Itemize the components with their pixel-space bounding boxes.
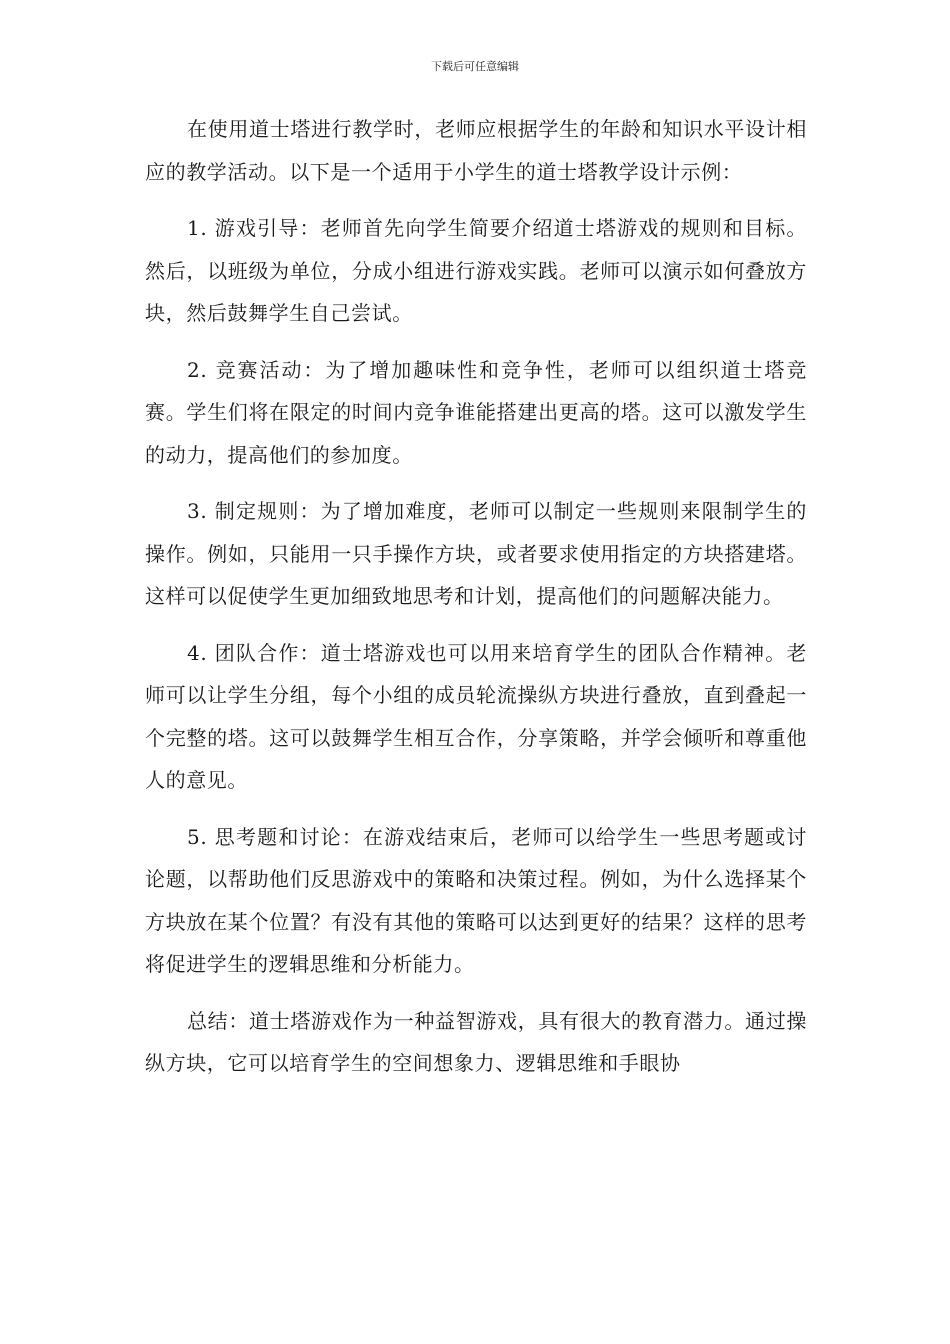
item-rules: 3. 制定规则：为了增加难度，老师可以制定一些规则来限制学生的操作。例如，只能用一只手操作方块，或者要求使用指定的方块搭建塔。这样可以促使学生更加细致地思考和计划，提高他们的问题解决能力。 <box>145 499 807 608</box>
page-header-note: 下载后可任意编辑 <box>431 60 519 73</box>
item-discussion: 5. 思考题和讨论：在游戏结束后，老师可以给学生一些思考题或讨论题，以帮助他们反思游戏中的策略和决策过程。例如，为什么选择某个方块放在某个位置？有没有其他的策略可以达到更好的结果？这样的思考将促进学生的逻辑思维和分析能力。 <box>145 824 807 976</box>
summary-paragraph: 总结：道士塔游戏作为一种益智游戏，具有很大的教育潜力。通过操纵方块，它可以培育学生的空间想象力、逻辑思维和手眼协 <box>145 1008 807 1075</box>
document-body <box>145 108 807 1099</box>
item-teamwork: 4. 团队合作：道士塔游戏也可以用来培育学生的团队合作精神。老师可以让学生分组，每个小组的成员轮流操纵方块进行叠放，直到叠起一个完整的塔。这可以鼓舞学生相互合作，分享策略，并学会倾听和尊重他人的意见。 <box>145 640 807 792</box>
item-competition: 2. 竞赛活动：为了增加趣味性和竞争性，老师可以组织道士塔竞赛。学生们将在限定的时间内竞争谁能搭建出更高的塔。这可以激发学生的动力，提高他们的参加度。 <box>145 357 807 467</box>
item-game-guidance: 1. 游戏引导：老师首先向学生简要介绍道士塔游戏的规则和目标。然后，以班级为单位，分成小组进行游戏实践。老师可以演示如何叠放方块，然后鼓舞学生自己尝试。 <box>145 216 807 325</box>
intro-paragraph: 在使用道士塔进行教学时，老师应根据学生的年龄和知识水平设计相应的教学活动。以下是一个适用于小学生的道士塔教学设计示例： <box>145 117 807 184</box>
